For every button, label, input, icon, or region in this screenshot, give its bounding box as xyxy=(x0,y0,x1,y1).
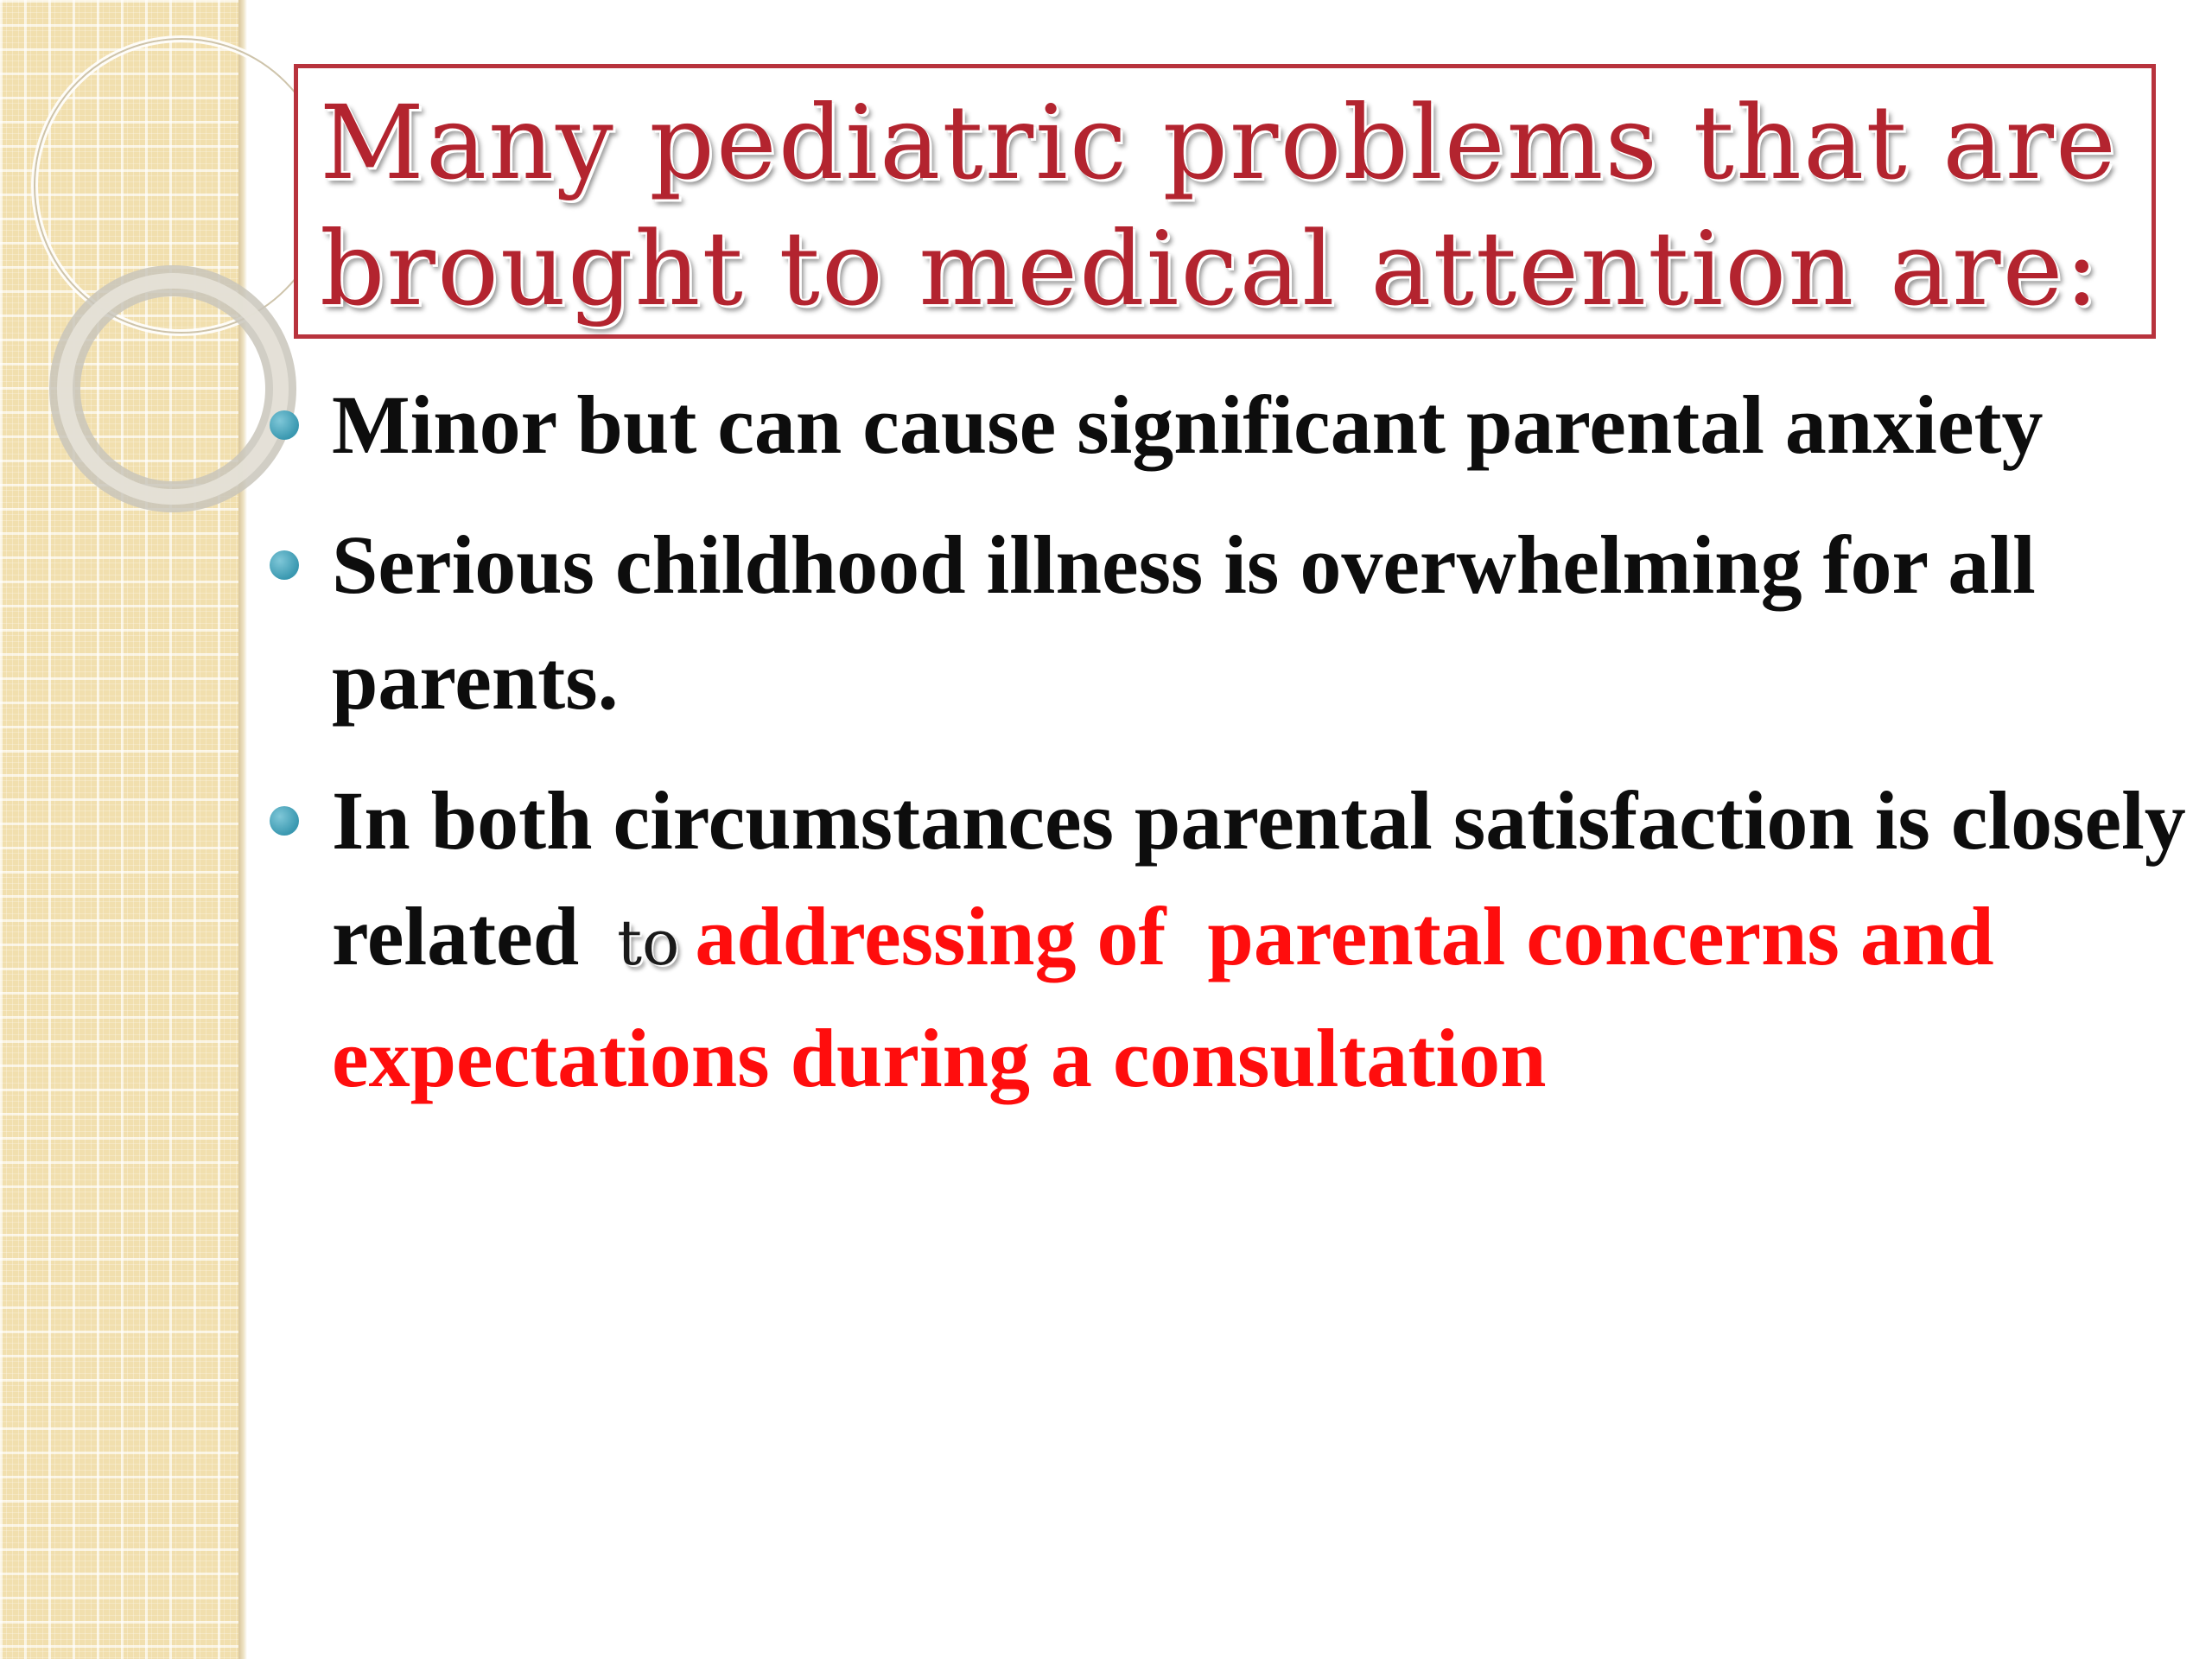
bullet-text: Serious childhood illness is overwhelming for all parents. xyxy=(332,518,2036,727)
bullet-item-minor xyxy=(259,367,2203,483)
bullet-list xyxy=(259,367,2203,1141)
bullet-item-serious xyxy=(259,507,2203,739)
bullet-dot-icon xyxy=(270,410,299,440)
highlighted-text: addressing of parental concerns and expectations during a consultation xyxy=(332,890,2015,1104)
bullet-item-satisfaction xyxy=(259,763,2203,1116)
bullet-text: Minor but can cause significant parental anxiety xyxy=(332,378,2044,471)
bullet-dot-icon xyxy=(270,806,299,836)
connector-word: to xyxy=(617,906,680,979)
bullet-lead-text: In both circumstances parental satisfaction is closely related xyxy=(332,774,2186,982)
slide-title: Many pediatric problems that are brought to medical attention are: xyxy=(320,83,2118,328)
bullet-dot-icon xyxy=(270,550,299,580)
